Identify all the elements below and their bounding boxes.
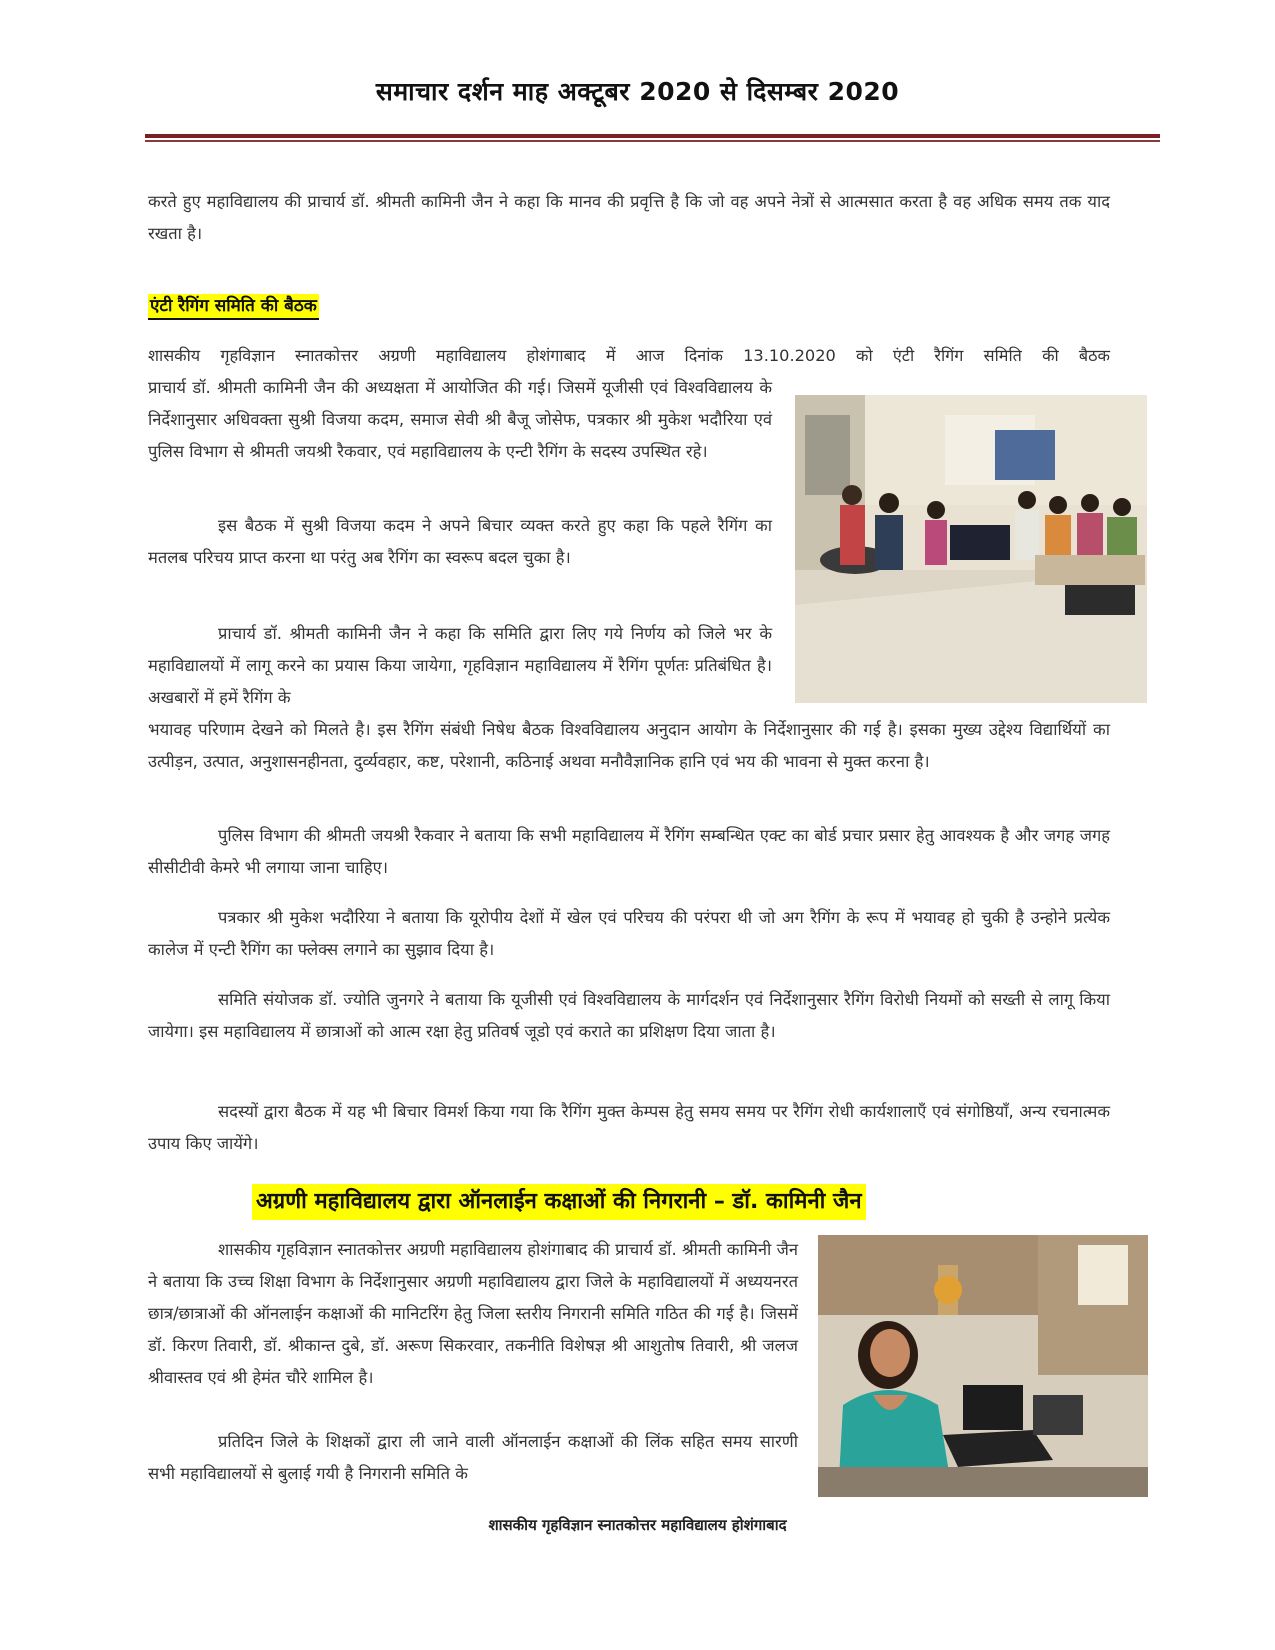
section2-p2: प्रतिदिन जिले के शिक्षकों द्वारा ली जाने वाली ऑनलाईन कक्षाओं की लिंक सहित समय सारणी सभी महाविद्यालयों से बुलाई गयी है निगरानी समिति के (148, 1432, 798, 1483)
page-header-title: समाचार दर्शन माह अक्टूबर 2020 से दिसम्बर 2020 (375, 77, 900, 106)
intro-paragraph: करते हुए महाविद्यालय की प्राचार्य डॉ. श्रीमती कामिनी जैन ने कहा कि मानव की प्रवृत्ति है कि जो वह अपने नेत्रों से आत्मसात करता है वह अधिक समय तक याद रखता है। (148, 192, 1110, 243)
meeting-photo-drawing (795, 395, 1147, 703)
principal-photo-drawing (818, 1235, 1148, 1497)
meeting-room-photo (795, 395, 1147, 703)
section2-p1: शासकीय गृहविज्ञान स्नातकोत्तर अग्रणी महाविद्यालय होशंगाबाद की प्राचार्य डॉ. श्रीमती कामिनी जैन ने बताया कि उच्च शिक्षा विभाग के निर्देशानुसार अग्रणी महाविद्यालय द्वारा जिले के महाविद्यालयों में अध्ययनरत छात्र/छात्राओं की ऑनलाईन कक्षाओं की मानिटरिंग हेतु जिला स्तरीय निगरानी समिति गठित की गई है। जिसमें डॉ. किरण तिवारी, डॉ. श्रीकान्त दुबे, डॉ. अरूण सिकरवार, तकनीति विशेषज्ञ श्री आशुतोष तिवारी, श्री जलज श्रीवास्तव एवं श्री हेमंत चौरे शामिल है। (148, 1240, 798, 1387)
section1-p3-narrow: प्राचार्य डॉ. श्रीमती कामिनी जैन ने कहा कि समिति द्वारा लिए गये निर्णय को जिले भर के महाविद्यालयों में लागू करने का प्रयास किया जायेगा, गृहविज्ञान महाविद्यालय में रैगिंग पूर्णतः प्रतिबंधित है। अखबारों में हमें रैगिंग के (148, 624, 772, 707)
section2-heading: अग्रणी महाविद्यालय द्वारा ऑनलाईन कक्षाओं की निगरानी – डॉ. कामिनी जैन (252, 1184, 866, 1220)
footer-college-name: शासकीय गृहविज्ञान स्नातकोत्तर महाविद्यालय होशंगाबाद (488, 1516, 787, 1534)
section1-p5: पत्रकार श्री मुकेश भदौरिया ने बताया कि यूरोपीय देशों में खेल एवं परिचय की परंपरा थी जो अग रैगिंग के रूप में भयावह हो चुकी है उन्होने प्रत्येक कालेज में एन्टी रैगिंग का फ्लेक्स लगाने का सुझाव दिया है। (148, 908, 1110, 959)
header-rule-thin (145, 140, 1160, 142)
section1-p2: इस बैठक में सुश्री विजया कदम ने अपने बिचार व्यक्त करते हुए कहा कि पहले रैगिंग का मतलब परिचय प्राप्त करना था परंतु अब रैगिंग का स्वरूप बदल चुका है। (148, 516, 772, 567)
section1-p6: समिति संयोजक डॉ. ज्योति जुनगरे ने बताया कि यूजीसी एवं विश्वविद्यालय के मार्गदर्शन एवं निर्देशानुसार रैगिंग विरोधी नियमों को सख्ती से लागू किया जायेगा। इस महाविद्यालय में छात्राओं को आत्म रक्षा हेतु प्रतिवर्ष जूडो एवं कराते का प्रशिक्षण दिया जाता है। (148, 990, 1110, 1041)
section1-p4: पुलिस विभाग की श्रीमती जयश्री रैकवार ने बताया कि सभी महाविद्यालय में रैगिंग सम्बन्धित एक्ट का बोर्ड प्रचार प्रसार हेतु आवश्यक है और जगह जगह सीसीटीवी केमरे भी लगाया जाना चाहिए। (148, 826, 1110, 877)
section1-p1-line1: शासकीय गृहविज्ञान स्नातकोत्तर अग्रणी महाविद्यालय होशंगाबाद में आज दिनांक 13.10.2020 को एंटी रैगिंग समिति की बैठक (148, 346, 1110, 365)
section1-p7: सदस्यों द्वारा बैठक में यह भी बिचार विमर्श किया गया कि रैगिंग मुक्त केम्पस हेतु समय समय पर रैगिंग रोधी कार्यशालाएँ एवं संगोष्ठियाँ, अन्य रचनात्मक उपाय किए जायेंगे। (148, 1102, 1110, 1153)
header-rule-thick (145, 134, 1160, 138)
section1-heading: एंटी रैगिंग समिति की बैठक (148, 294, 319, 320)
principal-at-laptop-photo (818, 1235, 1148, 1497)
section1-p3-wide: भयावह परिणाम देखने को मिलते है। इस रैगिंग संबंधी निषेध बैठक विश्वविद्यालय अनुदान आयोग के निर्देशानुसार की गई है। इसका मुख्य उद्देश्य विद्यार्थियों का उत्पीड़न, उत्पात, अनुशासनहीनता, दुर्व्यवहार, कष्ट, परेशानी, कठिनाई अथवा मनौवैज्ञानिक हानि एवं भय की भावना से मुक्त करना है। (148, 720, 1110, 771)
section1-p1-rest: प्राचार्य डॉ. श्रीमती कामिनी जैन की अध्यक्षता में आयोजित की गई। जिसमें यूजीसी एवं विश्वविद्यालय के निर्देशानुसार अधिवक्ता सुश्री विजया कदम, समाज सेवी श्री बैजू जोसेफ, पत्रकार श्री मुकेश भदौरिया एवं पुलिस विभाग से श्रीमती जयश्री रैकवार, एवं महाविद्यालय के एन्टी रैगिंग के सदस्य उपस्थित रहे। (148, 378, 772, 461)
